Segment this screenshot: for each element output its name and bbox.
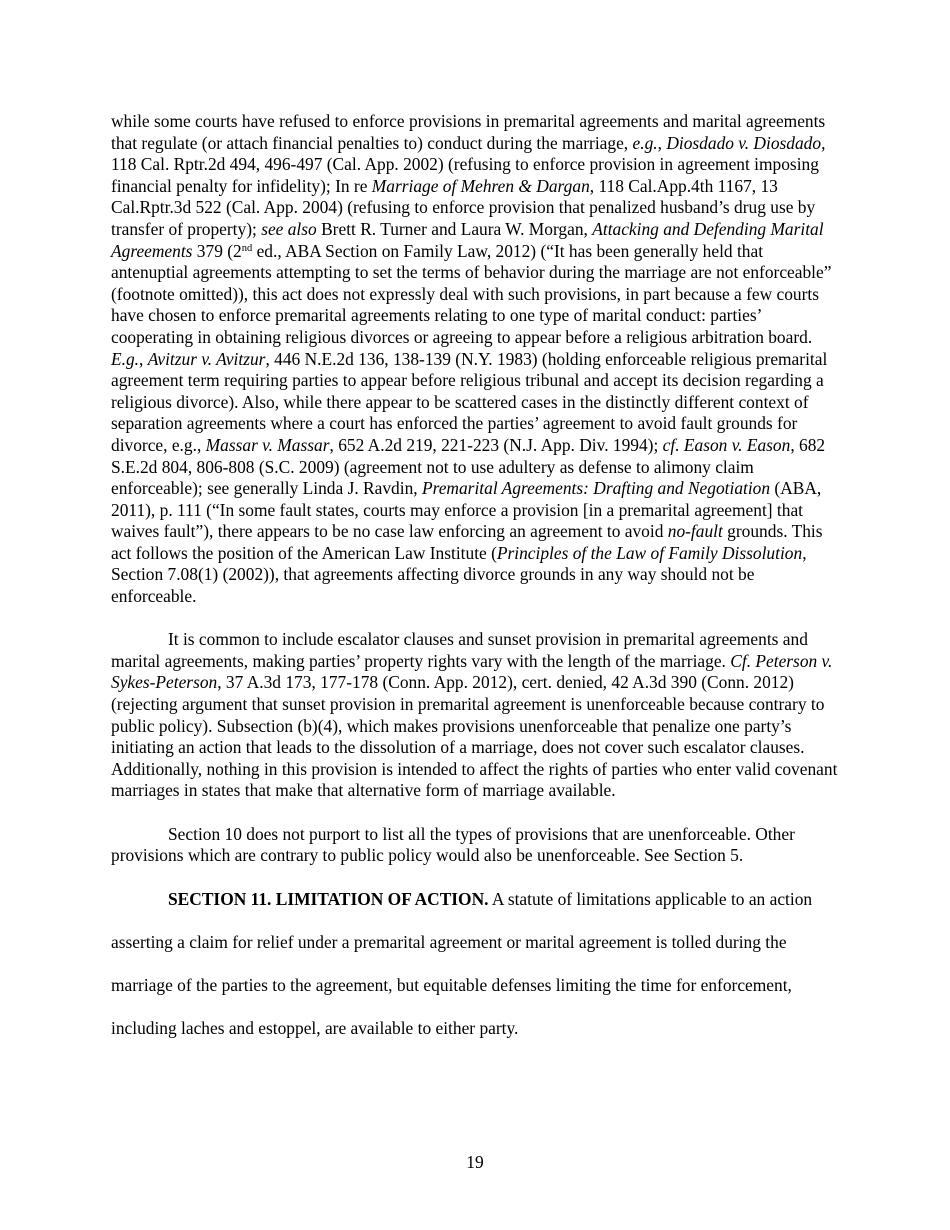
text-run: , Section 7.08(1) (2002)), that agreements affecting divorce grounds in any way should not be enforceable.	[111, 542, 807, 607]
text-run: 379 (2	[192, 240, 242, 261]
section-11-heading: SECTION 11. LIMITATION OF ACTION.	[168, 889, 489, 910]
text-run: ,	[139, 348, 148, 369]
text-run: , 118 Cal. Rptr.2d 494, 496-497 (Cal. App. 2002) (refusing to enforce provision in agreement imposing financial penalty for infidelity); In re	[111, 132, 826, 196]
text-run: , 652 A.2d 219, 221-223 (N.J. App. Div. 1994);	[329, 434, 663, 455]
text-run: cf. Eason v. Eason	[662, 434, 791, 455]
text-run: Section 10 does not purport to list all the types of provisions that are unenforceable. Other provisions which are contrary to public policy would also be unenforceable. See Section 5.	[111, 823, 795, 866]
text-run: Premarital Agreements: Drafting and Negotiation	[421, 478, 771, 499]
section-11	[111, 878, 843, 1049]
text-run: It is common to include escalator clauses and sunset provision in premarital agreements and marital agreements, making parties’ property rights vary with the length of the marriage.	[111, 629, 808, 671]
text-run: Cf. Peterson v. Sykes-Peterson	[111, 650, 833, 693]
commentary-paragraph-2	[111, 629, 843, 802]
text-run: grounds. This act follows the position of the American Law Institute (	[111, 521, 823, 563]
section-11-body: A statute of limitations applicable to an action asserting a claim for relief under a premarital agreement or marital agreement is tolled during the marriage of the parties to the agreement, but equitable defenses limiting the time for enforcement, including laches and estoppel, are available to either party.	[111, 889, 813, 1038]
text-run: e.g.	[632, 132, 658, 153]
text-run: Principles of the Law of Family Dissolution	[496, 542, 803, 563]
text-run: , 446 N.E.2d 136, 138-139 (N.Y. 1983) (holding enforceable religious premarital agreement term requiring parties to appear before religious tribunal and accept its decision regarding a religious divorce). Also, while there appear to be scattered cases in the distinctly different context of separation agreements where a court has enforced the parties’ agreement to avoid fault grounds for divorce, e.g.,	[111, 348, 828, 455]
text-run: Massar v. Massar	[205, 434, 330, 455]
text-run: Marriage of Mehren & Dargan	[371, 175, 590, 196]
text-run: while some courts have refused to enforce provisions in premarital agreements and marital agreements that regulate (or attach financial penalties to) conduct during the marriage,	[111, 111, 826, 153]
page-number: 19	[466, 1152, 484, 1172]
text-run: Avitzur v. Avitzur	[147, 348, 266, 369]
text-run: , 682 S.E.2d 804, 806-808 (S.C. 2009) (agreement not to use adultery as defense to alimony claim enforceable); see generally Linda J. Ravdin,	[111, 434, 826, 499]
text-run: Diosdado v. Diosdado	[666, 132, 822, 153]
text-run: E.g.	[111, 348, 140, 369]
text-run: ed., ABA Section on Family Law, 2012) (“It has been generally held that antenuptial agreements attempting to set the terms of behavior during the marriage are not enforceable” (footnote omitted)), this act does not expressly deal with such provisions, in part because a few courts have chosen to enforce premarital agreements relating to one type of marital conduct: parties’ cooperating in obtaining religious divorces or agreeing to appear before a religious arbitration board.	[111, 240, 832, 347]
commentary-paragraph-3	[111, 824, 843, 867]
document-page	[111, 111, 843, 1067]
text-run: nd	[241, 242, 253, 254]
text-run: (ABA, 2011), p. 111 (“In some fault states, courts may enforce a provision [in a premarital agreement] that waives fault”), there appears to be no case law enforcing an agreement to avoid	[111, 478, 822, 542]
commentary-paragraph-1	[111, 111, 843, 608]
text-run: no-fault	[667, 521, 723, 542]
text-run: Brett R. Turner and Laura W. Morgan,	[316, 218, 593, 239]
text-run: , 37 A.3d 173, 177-178 (Conn. App. 2012), cert. denied, 42 A.3d 390 (Conn. 2012) (rejecting argument that sunset provision in premarital agreement is unenforceable because contrary to public policy). Subsection (b)(4), which makes provisions unenforceable that penalize one party’s initiating an action that leads to the dissolution of a marriage, does not cover such escalator clauses. Additionally, nothing in this provision is intended to affect the rights of parties who enter valid covenant marriages in states that make that alternative form of marriage available.	[111, 672, 838, 801]
text-run: Attacking and Defending Marital Agreements	[111, 218, 824, 261]
text-run: , 118 Cal.App.4th 1167, 13 Cal.Rptr.3d 522 (Cal. App. 2004) (refusing to enforce provision that penalized husband’s drug use by transfer of property);	[111, 175, 816, 239]
text-run: ,	[657, 132, 667, 153]
text-run: see also	[261, 218, 317, 239]
